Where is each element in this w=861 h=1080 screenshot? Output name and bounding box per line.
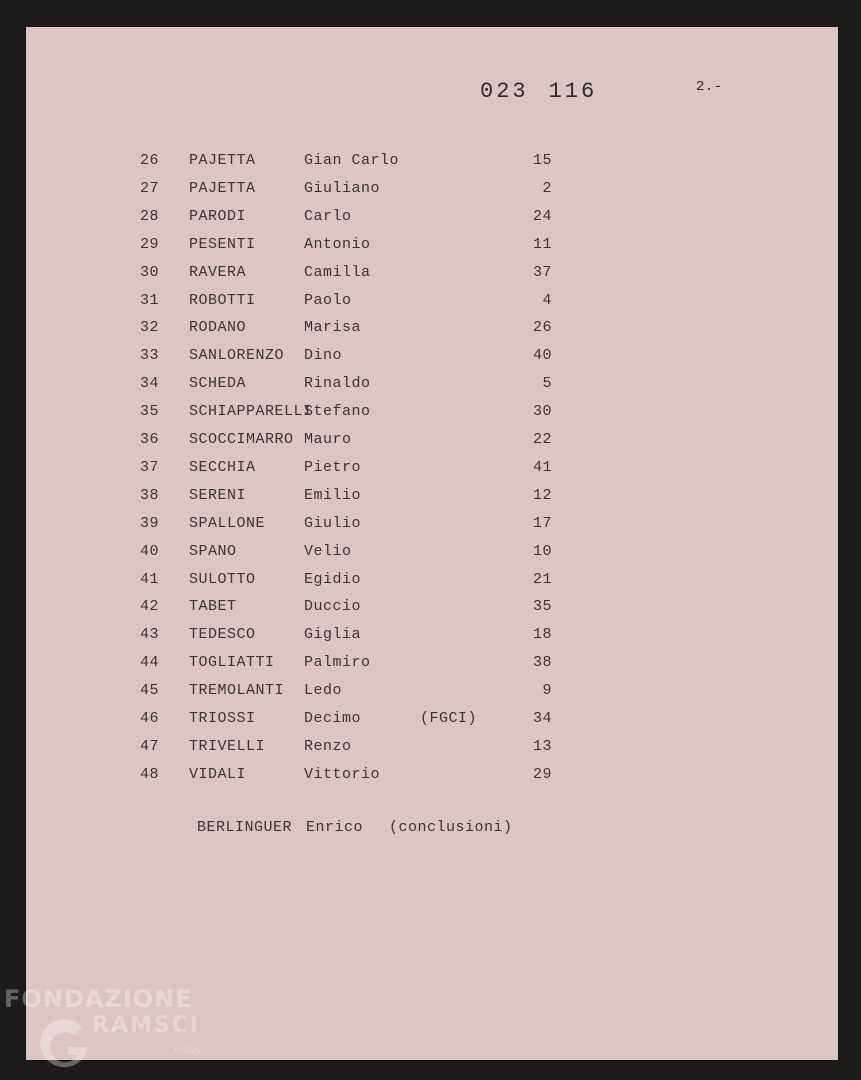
row-number: 47 [140,737,160,755]
first-name: Vittorio [304,765,381,783]
first-name: Decimo [304,710,362,727]
fondazione-gramsci-watermark [4,985,224,1075]
row-value: 29 [532,765,552,783]
row-value: 17 [532,514,552,532]
first-name: Ledo [304,682,343,700]
row-note: (FGCI) [420,710,478,727]
closing-note: (conclusioni) [389,819,513,836]
last-name: SCHIAPPARELLI [189,403,313,421]
row-value: 9 [542,682,552,700]
first-name: Palmiro [304,654,371,672]
last-name: TABET [189,598,237,616]
last-name: TRIVELLI [189,737,266,755]
closing-first-name: Enrico [306,819,364,836]
row-number: 43 [140,626,160,644]
gramsci-g-logo-icon [34,1013,96,1075]
row-value: 13 [532,737,552,755]
row-number: 26 [140,152,160,169]
row-value: 22 [532,431,552,448]
row-number: 30 [140,263,160,281]
row-value: 18 [532,626,552,644]
row-number: 33 [140,347,160,365]
first-name: Pietro [304,458,362,476]
row-value: 35 [532,598,552,616]
last-name: SPALLONE [189,514,266,532]
first-name: Egidio [304,570,362,588]
row-value: 26 [532,319,552,337]
last-name: TOGLIATTI [189,654,275,672]
watermark-line1: FONDAZIONE [4,985,193,1013]
first-name: Gian Carlo [304,152,400,169]
row-number: 45 [140,682,160,700]
first-name: Mauro [304,431,352,448]
last-name: SERENI [189,486,247,504]
last-name: RODANO [189,319,247,337]
row-number: 46 [140,710,160,727]
row-number: 28 [140,207,160,225]
row-number: 42 [140,598,160,616]
row-number: 31 [140,291,160,309]
row-value: 4 [542,291,552,309]
last-name: SPANO [189,542,237,560]
row-number: 39 [140,514,160,532]
row-value: 41 [532,458,552,476]
row-number: 40 [140,542,160,560]
page-number: 2.- [696,79,723,95]
row-value: 5 [542,375,552,393]
last-name: VIDALI [189,765,247,783]
row-value: 24 [532,207,552,225]
row-number: 37 [140,458,160,476]
first-name: Velio [304,542,352,560]
row-number: 32 [140,319,160,337]
last-name: PESENTI [189,235,256,253]
last-name: TRIOSSI [189,710,256,727]
first-name: Giuliano [304,179,381,197]
last-name: PAJETTA [189,179,256,197]
row-value: 2 [542,179,552,197]
last-name: PAJETTA [189,152,256,169]
row-number: 34 [140,375,160,393]
first-name: Dino [304,347,343,365]
first-name: Marisa [304,319,362,337]
last-name: SECCHIA [189,458,256,476]
last-name: RAVERA [189,263,247,281]
row-value: 37 [532,263,552,281]
first-name: Rinaldo [304,375,371,393]
first-name: Renzo [304,737,352,755]
row-number: 29 [140,235,160,253]
row-value: 30 [532,403,552,421]
archive-number [480,79,597,104]
row-number: 44 [140,654,160,672]
row-value: 38 [532,654,552,672]
row-value: 12 [532,486,552,504]
row-number: 36 [140,431,160,448]
first-name: Paolo [304,291,352,309]
archive-number-part: 116 [548,79,598,104]
last-name: SANLORENZO [189,347,285,365]
first-name: Carlo [304,207,352,225]
first-name: Camilla [304,263,371,281]
last-name: SCOCCIMARRO [189,431,294,448]
watermark-line3: onlus [174,1045,201,1056]
last-name: TEDESCO [189,626,256,644]
last-name: ROBOTTI [189,291,256,309]
first-name: Giglia [304,626,362,644]
row-value: 40 [532,347,552,365]
first-name: Duccio [304,598,362,616]
archive-number-part: 023 [480,79,529,104]
row-number: 35 [140,403,160,421]
typed-document-page [26,27,838,1060]
row-number: 48 [140,765,160,783]
row-value: 11 [532,235,552,253]
last-name: TREMOLANTI [189,682,285,700]
last-name: SCHEDA [189,375,247,393]
row-value: 21 [532,570,552,588]
first-name: Emilio [304,486,362,504]
row-value: 15 [532,152,552,169]
row-number: 27 [140,179,160,197]
row-number: 38 [140,486,160,504]
closing-last-name: BERLINGUER [197,819,293,836]
first-name: Giulio [304,514,362,532]
last-name: SULOTTO [189,570,256,588]
closing-line [197,819,513,836]
watermark-line2: RAMSCI [92,1013,201,1038]
first-name: Antonio [304,235,371,253]
row-number: 41 [140,570,160,588]
row-value: 10 [532,542,552,560]
row-value: 34 [532,710,552,727]
first-name: Stefano [304,403,371,421]
last-name: PARODI [189,207,247,225]
